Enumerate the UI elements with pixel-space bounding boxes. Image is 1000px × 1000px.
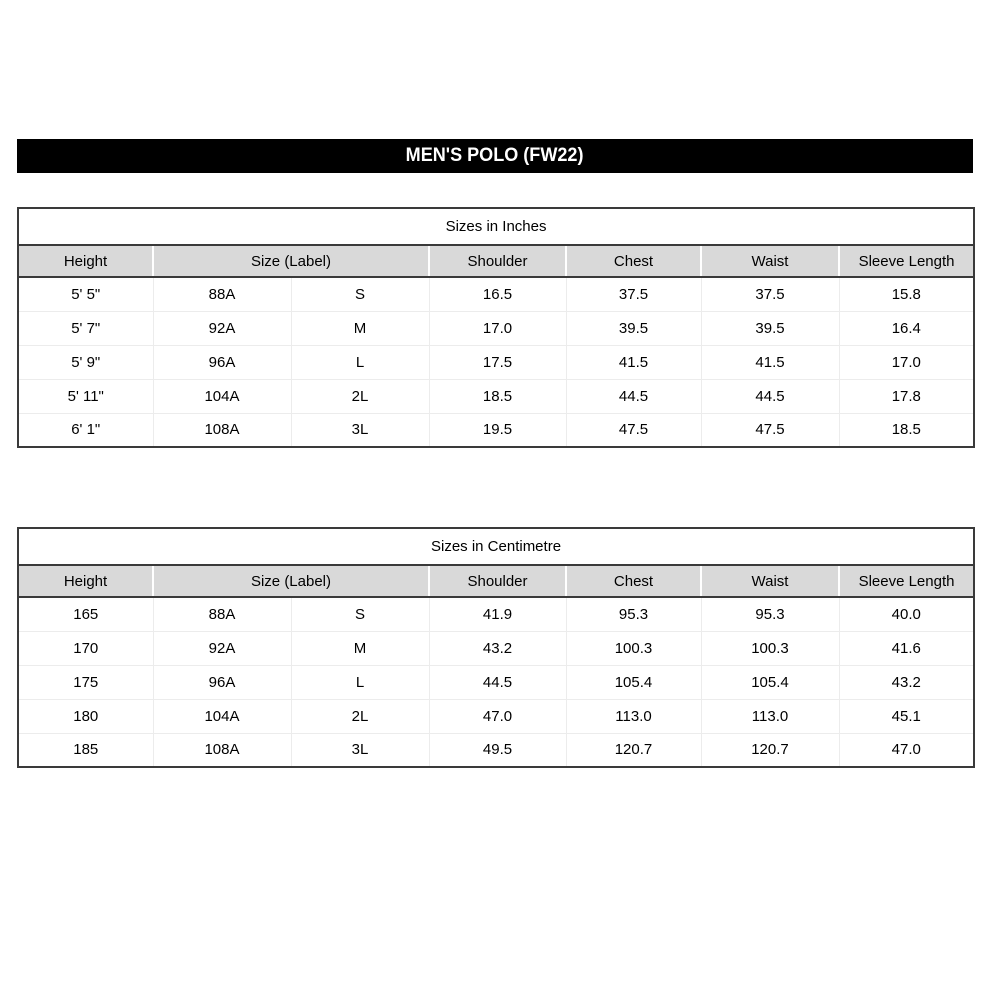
table-cell: M — [291, 311, 429, 345]
page-title: MEN'S POLO (FW22) — [406, 145, 584, 166]
table-cell: 6' 1" — [18, 413, 153, 447]
table-cell: 16.4 — [839, 311, 974, 345]
table-cell: 47.5 — [566, 413, 701, 447]
column-header-height: Height — [18, 245, 153, 277]
table-cell: 5' 9" — [18, 345, 153, 379]
table-cell: S — [291, 597, 429, 631]
table-cell: 113.0 — [701, 699, 839, 733]
table-cell: 19.5 — [429, 413, 566, 447]
table-cell: 16.5 — [429, 277, 566, 311]
table-row — [18, 597, 974, 631]
column-header-sleeve-length: Sleeve Length — [839, 245, 974, 277]
title-banner — [17, 139, 973, 173]
table-cell: 180 — [18, 699, 153, 733]
table-cell: 96A — [153, 345, 291, 379]
table-cell: 45.1 — [839, 699, 974, 733]
table-cell: 5' 11" — [18, 379, 153, 413]
table-cell: 18.5 — [429, 379, 566, 413]
table-row — [18, 277, 974, 311]
table-cell: 3L — [291, 733, 429, 767]
table-cell: 96A — [153, 665, 291, 699]
centimetre-table-section — [17, 527, 973, 768]
table-cell: L — [291, 345, 429, 379]
table-cell: 39.5 — [701, 311, 839, 345]
table-row — [18, 631, 974, 665]
table-cell: 15.8 — [839, 277, 974, 311]
table-cell: 105.4 — [701, 665, 839, 699]
table-cell: S — [291, 277, 429, 311]
table-cell: 108A — [153, 733, 291, 767]
table-row — [18, 413, 974, 447]
table-cell: 43.2 — [839, 665, 974, 699]
table-cell: 105.4 — [566, 665, 701, 699]
table-cell: 120.7 — [701, 733, 839, 767]
table-cell: 104A — [153, 699, 291, 733]
size-table-centimetre — [17, 527, 975, 768]
column-header-size-label: Size (Label) — [153, 245, 429, 277]
table-cell: 88A — [153, 597, 291, 631]
column-header-height: Height — [18, 565, 153, 597]
table-row — [18, 699, 974, 733]
table-title-row — [18, 528, 974, 565]
table-cell: 104A — [153, 379, 291, 413]
column-header-chest: Chest — [566, 565, 701, 597]
table-cell: 18.5 — [839, 413, 974, 447]
column-header-shoulder: Shoulder — [429, 565, 566, 597]
table-cell: 92A — [153, 311, 291, 345]
table-cell: 170 — [18, 631, 153, 665]
table-header-row — [18, 565, 974, 597]
table-row — [18, 665, 974, 699]
table-cell: 49.5 — [429, 733, 566, 767]
table-cell: 113.0 — [566, 699, 701, 733]
table-cell: 41.9 — [429, 597, 566, 631]
column-header-chest: Chest — [566, 245, 701, 277]
size-table-inches — [17, 207, 975, 448]
table-body — [18, 597, 974, 767]
table-cell: 41.6 — [839, 631, 974, 665]
table-cell: 44.5 — [701, 379, 839, 413]
table-cell: 47.0 — [429, 699, 566, 733]
table-cell: 17.5 — [429, 345, 566, 379]
table-cell: 185 — [18, 733, 153, 767]
table-cell: 43.2 — [429, 631, 566, 665]
table-cell: 95.3 — [701, 597, 839, 631]
table-title: Sizes in Centimetre — [18, 528, 974, 565]
table-cell: M — [291, 631, 429, 665]
table-cell: 2L — [291, 379, 429, 413]
table-cell: 37.5 — [566, 277, 701, 311]
table-row — [18, 379, 974, 413]
table-cell: 120.7 — [566, 733, 701, 767]
table-cell: 175 — [18, 665, 153, 699]
table-row — [18, 733, 974, 767]
table-cell: 37.5 — [701, 277, 839, 311]
table-cell: 5' 5" — [18, 277, 153, 311]
table-row — [18, 345, 974, 379]
table-cell: 17.8 — [839, 379, 974, 413]
table-cell: 3L — [291, 413, 429, 447]
table-cell: 100.3 — [701, 631, 839, 665]
table-cell: 47.5 — [701, 413, 839, 447]
table-cell: 41.5 — [701, 345, 839, 379]
table-body — [18, 277, 974, 447]
column-header-waist: Waist — [701, 565, 839, 597]
table-cell: L — [291, 665, 429, 699]
table-cell: 40.0 — [839, 597, 974, 631]
table-cell: 41.5 — [566, 345, 701, 379]
table-cell: 108A — [153, 413, 291, 447]
table-cell: 39.5 — [566, 311, 701, 345]
table-cell: 17.0 — [839, 345, 974, 379]
column-header-sleeve-length: Sleeve Length — [839, 565, 974, 597]
table-cell: 44.5 — [566, 379, 701, 413]
table-cell: 88A — [153, 277, 291, 311]
table-cell: 165 — [18, 597, 153, 631]
table-header-row — [18, 245, 974, 277]
table-title: Sizes in Inches — [18, 208, 974, 245]
column-header-size-label: Size (Label) — [153, 565, 429, 597]
table-cell: 17.0 — [429, 311, 566, 345]
table-cell: 47.0 — [839, 733, 974, 767]
table-cell: 92A — [153, 631, 291, 665]
inches-table-section — [17, 207, 973, 448]
table-cell: 95.3 — [566, 597, 701, 631]
column-header-shoulder: Shoulder — [429, 245, 566, 277]
table-cell: 100.3 — [566, 631, 701, 665]
column-header-waist: Waist — [701, 245, 839, 277]
table-title-row — [18, 208, 974, 245]
table-cell: 44.5 — [429, 665, 566, 699]
table-cell: 2L — [291, 699, 429, 733]
table-row — [18, 311, 974, 345]
table-cell: 5' 7" — [18, 311, 153, 345]
